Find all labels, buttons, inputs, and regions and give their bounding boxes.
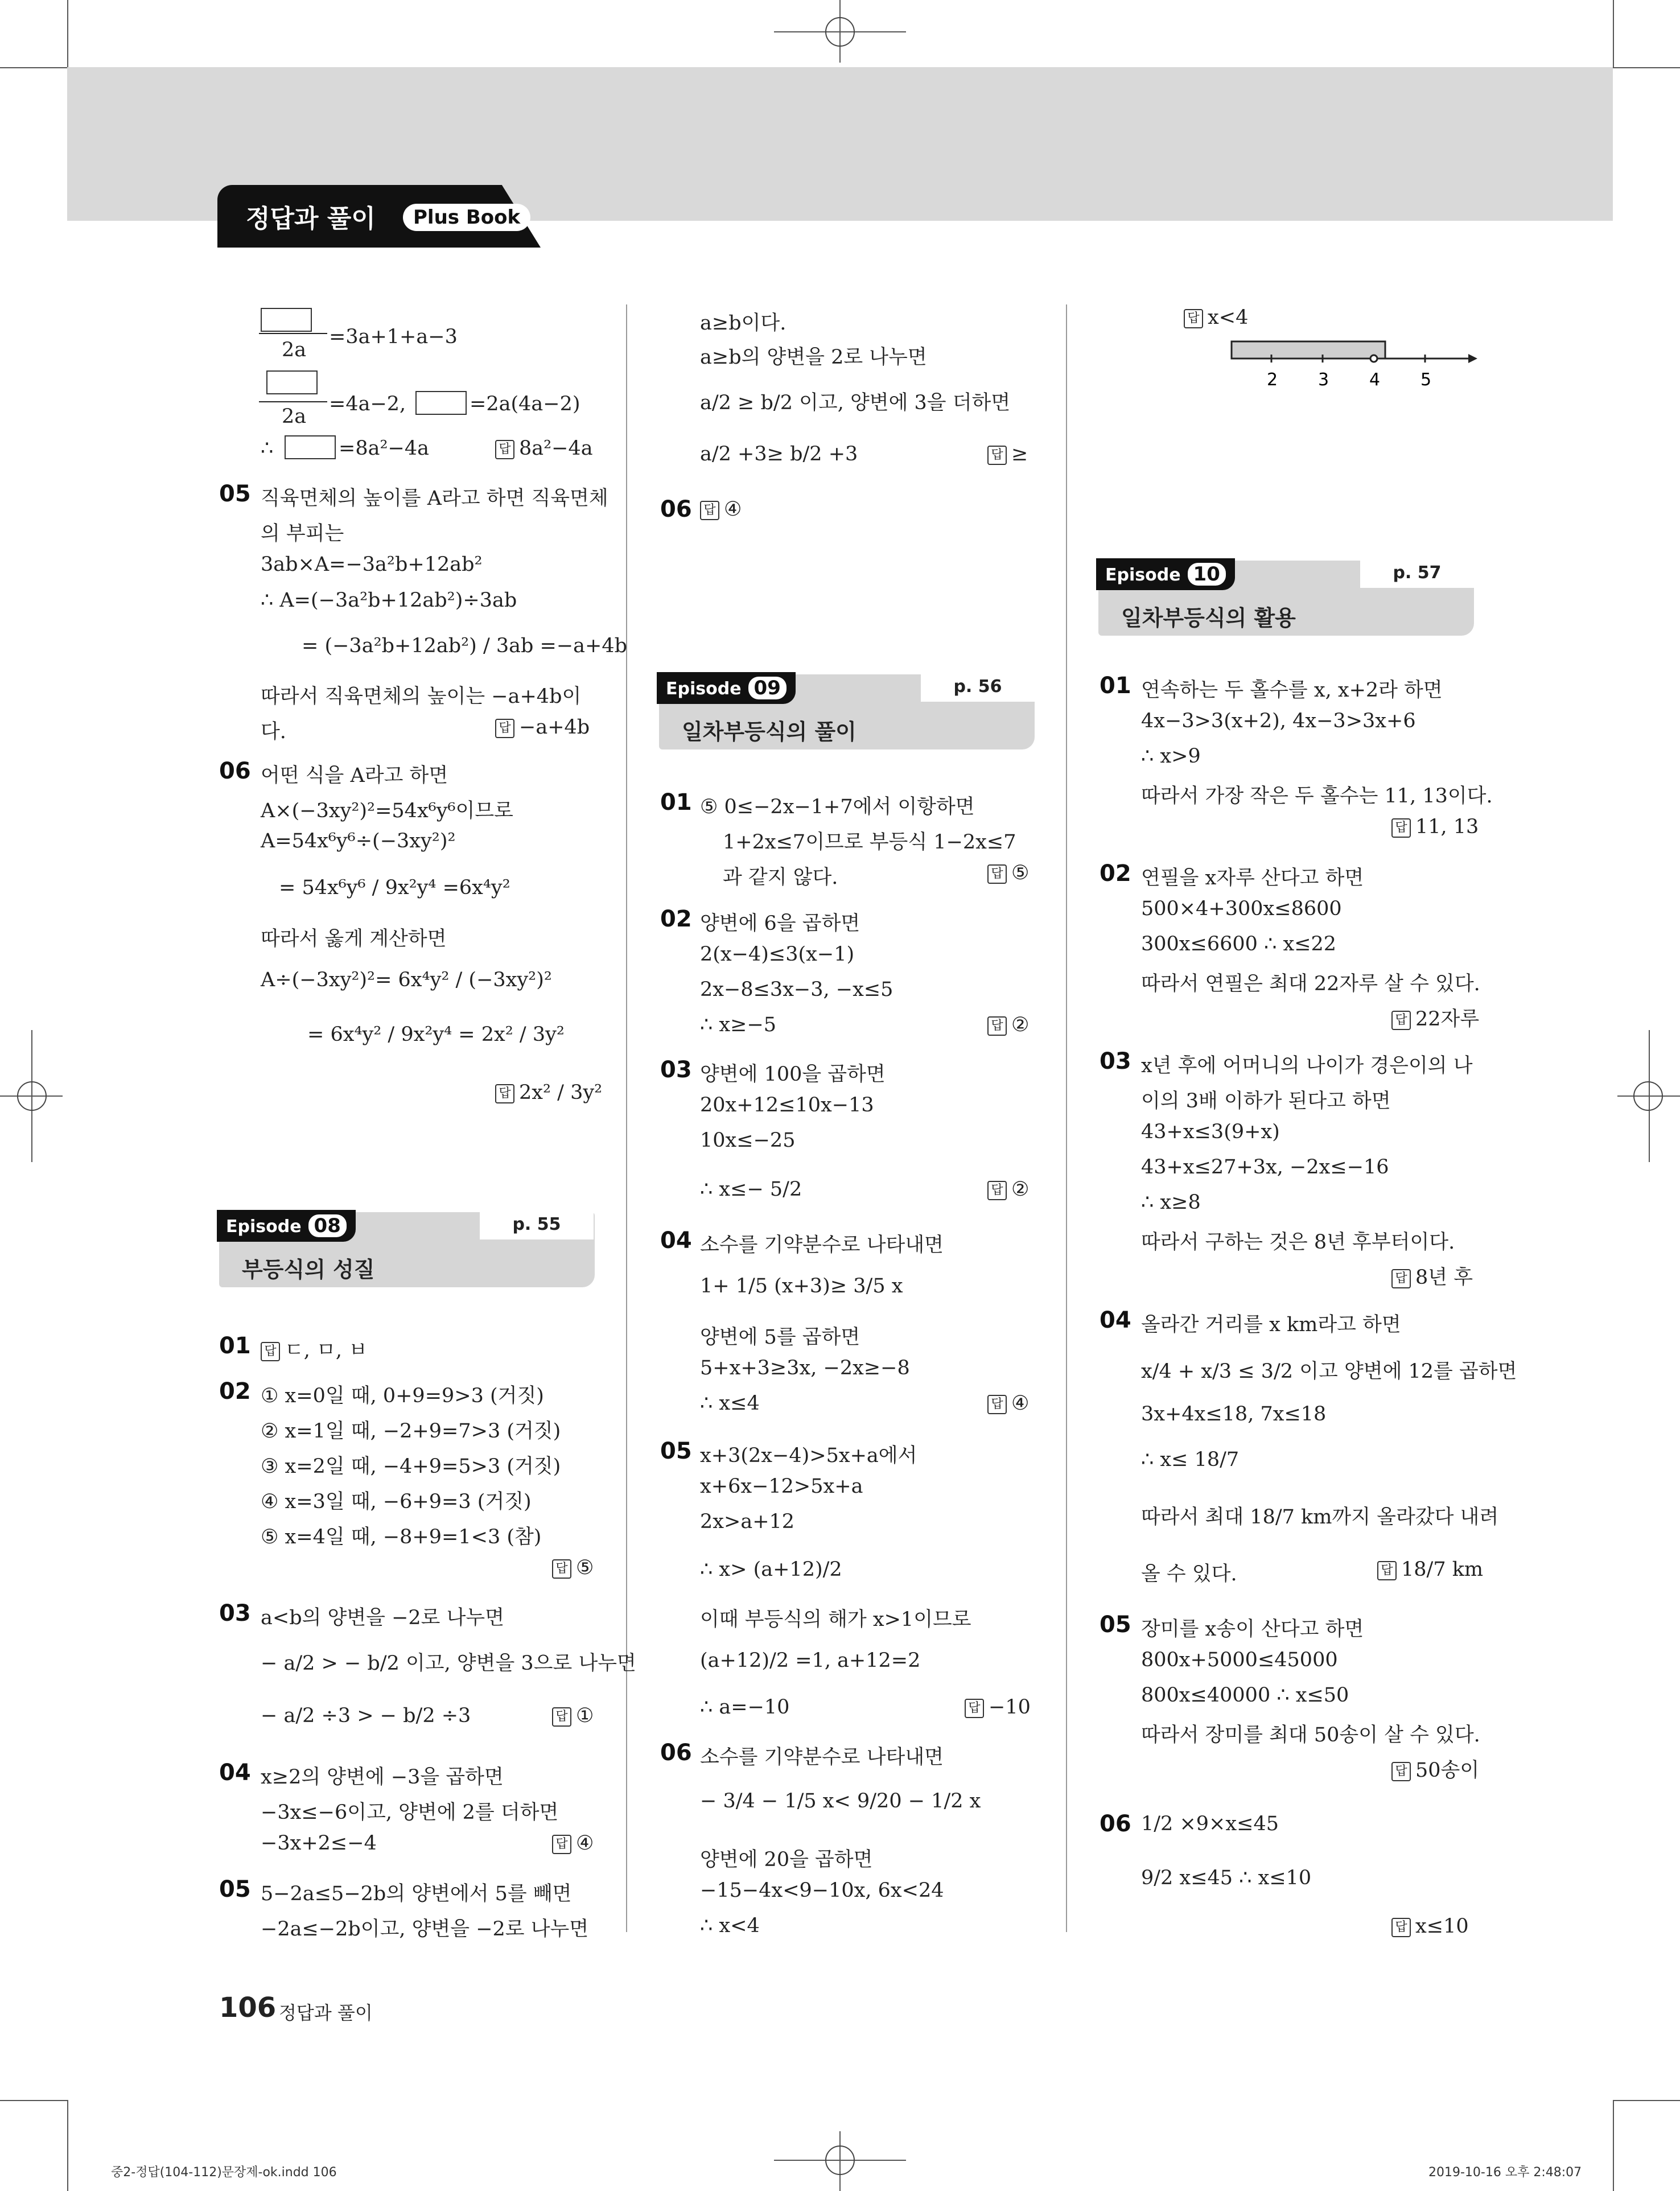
text-line: 소수를 기약분수로 나타내면 — [700, 1746, 944, 1769]
math-line: ∴ a=−10 — [700, 1696, 790, 1719]
problem-number: 03 — [1100, 1048, 1131, 1074]
math-line: A×(−3xy²)²=54x⁶y⁶이므로 — [261, 800, 513, 822]
text-line: 따라서 구하는 것은 8년 후부터이다. — [1141, 1231, 1455, 1254]
episode-header — [659, 674, 1035, 749]
math-line: ∴ x> (a+12)/2 — [700, 1558, 842, 1581]
blank-box — [266, 370, 318, 394]
text-line: 따라서 장미를 최대 50송이 살 수 있다. — [1141, 1724, 1480, 1747]
text-line: 과 같지 않다. — [723, 866, 838, 889]
math-line: 800x≤40000 ∴ x≤50 — [1141, 1684, 1349, 1707]
answer: 답 18/7 km — [1377, 1558, 1483, 1581]
answer: 답 ⑤ — [552, 1556, 594, 1579]
math-line: =8a²−4a — [339, 437, 429, 460]
episode-header — [219, 1212, 595, 1287]
math-line: ④ x=3일 때, −6+9=3 (거짓) — [261, 1490, 532, 1513]
math-line: x+3(2x−4)>5x+a에서 — [700, 1444, 917, 1467]
problem-number: 04 — [219, 1760, 251, 1786]
text-line: 이때 부등식의 해가 x>1이므로 — [700, 1608, 971, 1631]
math-line: A=54x⁶y⁶÷(−3xy²)² — [261, 830, 456, 852]
math-line: − a/2 > − b/2 이고, 양변을 3으로 나누면 — [261, 1652, 636, 1675]
episode-badge: Episode 10 — [1096, 558, 1235, 590]
answer: 답 x<4 — [1184, 306, 1248, 329]
math-line: ∴ x<4 — [700, 1914, 760, 1937]
math-line: −3x+2≤−4 — [261, 1832, 377, 1855]
problem-number: 04 — [1100, 1307, 1131, 1333]
problem-number: 04 — [660, 1228, 692, 1254]
text-line: 연필을 x자루 산다고 하면 — [1141, 867, 1364, 889]
text-line: 따라서 옳게 계산하면 — [261, 928, 447, 950]
answer: 답 50송이 — [1391, 1755, 1479, 1783]
math-line: ② x=1일 때, −2+9=7>3 (거짓) — [261, 1420, 561, 1443]
math-line: a≥b의 양변을 2로 나누면 — [700, 346, 927, 369]
math-line: ⑤ x=4일 때, −8+9=1<3 (참) — [261, 1526, 542, 1548]
answer: 답 2x² / 3y² — [495, 1081, 602, 1104]
math-line: 1+2x≤7이므로 부등식 1−2x≤7 — [723, 831, 1016, 854]
problem-number: 05 — [219, 1876, 251, 1902]
math-line: ∴ A=(−3a²b+12ab²)÷3ab — [261, 589, 517, 612]
answer: 답 −a+4b — [495, 716, 590, 739]
problem-number: 05 — [1100, 1612, 1131, 1638]
answer: 답 ⑤ — [987, 862, 1029, 884]
number-line — [1224, 333, 1480, 401]
math-line: x/4 + x/3 ≤ 3/2 이고 양변에 12를 곱하면 — [1141, 1360, 1517, 1383]
crop-mark — [1613, 0, 1614, 67]
math-line: 3x+4x≤18, 7x≤18 — [1141, 1403, 1327, 1426]
problem-number: 01 — [219, 1333, 251, 1359]
text-line: 어떤 식을 A라고 하면 — [261, 764, 448, 787]
print-datetime: 2019-10-16 오후 2:48:07 — [1428, 2165, 1582, 2180]
blank-box — [415, 390, 467, 415]
column-divider — [1066, 304, 1067, 1932]
answer: 답 ④ — [552, 1832, 594, 1855]
answer: 답 x≤10 — [1391, 1915, 1469, 1938]
episode-badge: Episode 09 — [657, 672, 796, 704]
open-point — [1370, 355, 1377, 362]
registration-mark-icon — [17, 1081, 47, 1111]
registration-mark-icon — [1633, 1081, 1663, 1111]
math-line: 1/2 ×9×x≤45 — [1141, 1813, 1279, 1835]
math-line: 10x≤−25 — [700, 1129, 796, 1152]
text-line: 장미를 x송이 산다고 하면 — [1141, 1618, 1364, 1641]
math-line: 5+x+3≥3x, −2x≥−8 — [700, 1357, 910, 1379]
text-line: 소수를 기약분수로 나타내면 — [700, 1234, 944, 1257]
shaded-region — [1232, 341, 1385, 359]
math-line: 500×4+300x≤8600 — [1141, 897, 1342, 920]
answer: 답 8a²−4a — [495, 437, 593, 460]
math-line: ③ x=2일 때, −4+9=5>3 (거짓) — [261, 1455, 561, 1478]
answer: 답 22자루 — [1391, 1003, 1479, 1032]
registration-mark-icon — [825, 2145, 855, 2175]
math-line: ∴ x>9 — [1141, 745, 1201, 768]
episode-title: 부등식의 성질 — [242, 1257, 375, 1282]
header-title: 정답과 풀이 — [246, 204, 376, 233]
crop-mark — [0, 2100, 67, 2101]
math-line: =3a+1+a−3 — [329, 326, 458, 348]
episode-page: p. 57 — [1360, 561, 1474, 588]
math-line: ∴ x≤− 5/2 — [700, 1178, 802, 1201]
tick-label: 4 — [1369, 370, 1381, 390]
math-line: ∴ x≥−5 — [700, 1014, 777, 1036]
math-line: 2(x−4)≤3(x−1) — [700, 943, 855, 966]
crop-mark — [1613, 67, 1680, 68]
crop-mark — [1613, 2100, 1680, 2101]
fraction-bar — [259, 401, 327, 402]
text-line: 올 수 있다. — [1141, 1563, 1237, 1585]
math-line: 3ab×A=−3a²b+12ab² — [261, 553, 483, 576]
math-line: 2x−8≤3x−3, −x≤5 — [700, 978, 893, 1001]
math-line: ⑤ 0≤−2x−1+7에서 이항하면 — [700, 796, 975, 818]
text-line: 양변에 6을 곱하면 — [700, 912, 860, 935]
answer: 답 ≥ — [987, 443, 1028, 466]
problem-number: 01 — [660, 789, 692, 816]
math-line: 20x+12≤10x−13 — [700, 1094, 874, 1117]
text-line: 따라서 가장 작은 두 홀수는 11, 13이다. — [1141, 785, 1493, 808]
math-line: x+6x−12>5x+a — [700, 1475, 863, 1498]
text-line: 따라서 최대 18/7 km까지 올라갔다 내려 — [1141, 1506, 1499, 1529]
text-line: 연속하는 두 홀수를 x, x+2라 하면 — [1141, 679, 1443, 702]
problem-number: 02 — [1100, 860, 1131, 887]
math-line: (a+12)/2 =1, a+12=2 — [700, 1649, 921, 1672]
math-line: −15−4x<9−10x, 6x<24 — [700, 1879, 944, 1902]
math-line: ∴ — [261, 437, 274, 460]
answer: 답 8년 후 — [1391, 1262, 1473, 1290]
column-divider — [626, 304, 627, 1932]
math-line: ∴ x≥8 — [1141, 1191, 1201, 1214]
crop-mark — [67, 2100, 68, 2191]
answer: 답 ④ — [987, 1392, 1029, 1415]
text-line: 직육면체의 높이를 A라고 하면 직육면체 — [261, 487, 608, 510]
answer: 답 ① — [552, 1704, 594, 1727]
math-line: 43+x≤3(9+x) — [1141, 1121, 1280, 1143]
math-line: 2a — [282, 339, 307, 361]
math-line: − 3/4 − 1/5 x< 9/20 − 1/2 x — [700, 1790, 981, 1813]
math-line: 800x+5000≤45000 — [1141, 1649, 1338, 1671]
crop-mark — [0, 67, 67, 68]
tick-label: 2 — [1267, 370, 1278, 390]
text-line: 다. — [261, 720, 286, 743]
math-line: = (−3a²b+12ab²) / 3ab =−a+4b — [302, 635, 628, 657]
math-line: −2a≤−2b이고, 양변을 −2로 나누면 — [261, 1918, 589, 1941]
math-line: = 6x⁴y² / 9x²y⁴ = 2x² / 3y² — [307, 1023, 565, 1046]
blank-box — [285, 435, 336, 459]
problem-number: 06 — [660, 1740, 692, 1766]
fraction-bar — [259, 333, 327, 334]
math-line: 9/2 x≤45 ∴ x≤10 — [1141, 1867, 1312, 1889]
math-line: = 54x⁶y⁶ / 9x²y⁴ =6x⁴y² — [279, 876, 510, 899]
problem-number: 03 — [219, 1600, 251, 1626]
answer: 답 ④ — [700, 498, 742, 521]
text-line: 이의 3배 이하가 된다고 하면 — [1141, 1090, 1391, 1113]
text-line: 양변에 20을 곱하면 — [700, 1848, 873, 1871]
answer: 답 ㄷ, ㅁ, ㅂ — [261, 1335, 368, 1363]
math-line: 43+x≤27+3x, −2x≤−16 — [1141, 1156, 1389, 1179]
page-number: 106 — [219, 1992, 277, 2024]
episode-page: p. 56 — [921, 674, 1035, 702]
math-line: ① x=0일 때, 0+9=9>3 (거짓) — [261, 1385, 544, 1407]
episode-header — [1098, 561, 1474, 636]
problem-number: 01 — [1100, 673, 1131, 699]
problem-number: 02 — [219, 1378, 251, 1405]
math-line: a<b의 양변을 −2로 나누면 — [261, 1607, 505, 1629]
math-line: a/2 +3≥ b/2 +3 — [700, 443, 858, 466]
answer: 답 ② — [987, 1178, 1029, 1201]
answer: 답 ② — [987, 1014, 1029, 1036]
answer: 답 11, 13 — [1391, 816, 1479, 838]
math-line: A÷(−3xy²)²= 6x⁴y² / (−3xy²)² — [261, 969, 552, 991]
problem-number: 03 — [660, 1057, 692, 1083]
problem-number: 05 — [219, 481, 251, 507]
arrow-icon — [1468, 354, 1477, 363]
text-line: 따라서 직육면체의 높이는 −a+4b이 — [261, 685, 582, 708]
math-line: 300x≤6600 ∴ x≤22 — [1141, 933, 1337, 956]
registration-mark-icon — [825, 17, 855, 47]
episode-title: 일차부등식의 활용 — [1121, 606, 1296, 631]
page-label: 정답과 풀이 — [279, 2002, 373, 2024]
answer: 답 −10 — [965, 1696, 1031, 1719]
math-line: a/2 ≥ b/2 이고, 양변에 3을 더하면 — [700, 392, 1011, 414]
problem-number: 06 — [660, 496, 692, 522]
problem-number: 06 — [1100, 1811, 1131, 1837]
file-name: 중2-정답(104-112)문장제-ok.indd 106 — [111, 2165, 337, 2180]
crop-mark — [67, 0, 68, 67]
tick-label: 5 — [1420, 370, 1432, 390]
crop-mark — [1613, 2100, 1614, 2191]
text-line: 따라서 연필은 최대 22자루 살 수 있다. — [1141, 973, 1480, 995]
text-line: x년 후에 어머니의 나이가 경은이의 나 — [1141, 1055, 1473, 1077]
math-line: 1+ 1/5 (x+3)≥ 3/5 x — [700, 1275, 903, 1298]
math-line: 2x>a+12 — [700, 1510, 795, 1533]
blank-box — [261, 307, 312, 332]
math-line: x≥2의 양변에 −3을 곱하면 — [261, 1766, 504, 1789]
math-line: 2a — [282, 405, 307, 428]
math-line: =4a−2, — [329, 393, 406, 415]
problem-number: 02 — [660, 906, 692, 932]
text-line: 의 부피는 — [261, 522, 344, 545]
math-line: −3x≤−6이고, 양변에 2를 더하면 — [261, 1801, 559, 1824]
tick-label: 3 — [1318, 370, 1329, 390]
math-line: 5−2a≤5−2b의 양변에서 5를 빼면 — [261, 1883, 572, 1905]
math-line: =2a(4a−2) — [470, 393, 580, 415]
math-line: ∴ x≤ 18/7 — [1141, 1448, 1240, 1471]
episode-badge: Episode 08 — [217, 1210, 356, 1242]
problem-number: 06 — [219, 758, 251, 784]
text-line: 양변에 5를 곱하면 — [700, 1326, 860, 1349]
problem-number: 05 — [660, 1438, 692, 1464]
math-line: a≥b이다. — [700, 312, 787, 335]
math-line: 4x−3>3(x+2), 4x−3>3x+6 — [1141, 710, 1416, 732]
episode-title: 일차부등식의 풀이 — [682, 719, 857, 744]
math-line: ∴ x≤4 — [700, 1392, 760, 1415]
episode-page: p. 55 — [480, 1212, 594, 1239]
text-line: 올라간 거리를 x km라고 하면 — [1141, 1313, 1401, 1336]
plus-book-pill: Plus Book — [403, 204, 530, 231]
text-line: 양변에 100을 곱하면 — [700, 1063, 886, 1086]
math-line: − a/2 ÷3 > − b/2 ÷3 — [261, 1704, 471, 1727]
